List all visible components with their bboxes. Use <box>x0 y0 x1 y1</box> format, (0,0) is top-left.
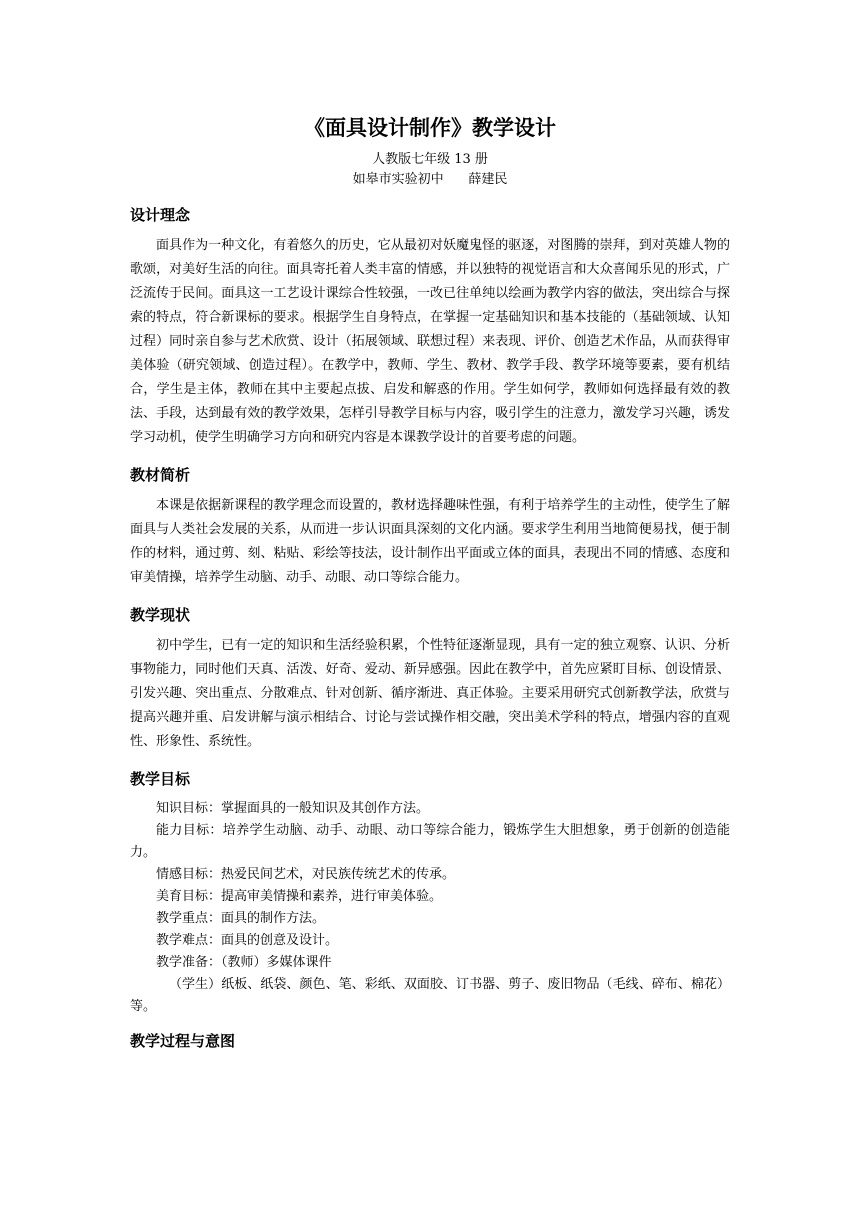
section-heading: 教学过程与意图 <box>130 1032 236 1050</box>
section-design-concept <box>130 204 730 450</box>
paragraph: 面具作为一种文化，有着悠久的历史，它从最初对妖魔鬼怪的驱逐，对图腾的崇拜，到对英雄人物的歌颂，对美好生活的向往。面具寄托着人类丰富的情感，并以独特的视觉语言和大众喜闻乐见的形式，广泛流传于民间。面具这一工艺设计课综合性较强，一改已往单纯以绘画为教学内容的做法，突出综合与探索的特点，符合新课标的要求。根据学生自身特点，在掌握一定基础知识和基本技能的（基础领域、认知过程）同时亲自参与艺术欣赏、设计（拓展领域、联想过程）来表现、评价、创造艺术作品，从而获得审美体验（研究领域、创造过程）。在教学中，教师、学生、教材、教学手段、教学环境等要素，要有机结合，学生是主体，教师在其中主要起点拔、启发和解惑的作用。学生如何学，教师如何选择最有效的教法、手段，达到最有效的教学效果，怎样引导教学目标与内容，吸引学生的注意力，激发学习兴趣，诱发学习动机，使学生明确学习方向和研究内容是本课教学设计的首要考虑的问题。 <box>130 238 730 445</box>
student-materials: （学生）纸板、纸袋、颜色、笔、彩纸、双面胶、订书器、剪子、废旧物品（毛线、碎布、棉花）等。 <box>130 977 730 1014</box>
paragraph: 初中学生，已有一定的知识和生活经验积累，个性特征逐渐显现，具有一定的独立观察、认识、分析事物能力，同时他们天真、活泼、好奇、爱动、新异感强。因此在教学中，首先应紧盯目标、创设情景、引发兴趣、突出重点、分散难点、针对创新、循序渐进、真正体验。主要采用研究式创新教学法，欣赏与提高兴趣并重、启发讲解与演示相结合、讨论与尝试操作相交融，突出美术学科的特点，增强内容的直观性、形象性、系统性。 <box>130 638 730 749</box>
author-line: 如皋市实验初中 薛建民 <box>352 172 508 187</box>
goal-emotion: 情感目标：热爱民间艺术，对民族传统艺术的传承。 <box>156 867 456 882</box>
teaching-preparation: 教学准备：（教师）多媒体课件 <box>156 955 332 970</box>
document-content <box>130 112 730 1060</box>
edition-line: 人教版七年级 13 册 <box>372 152 488 167</box>
paragraph: 本课是依据新课程的教学理念而设置的，教材选择趣味性强，有利于培养学生的主动性，使学生了解面具与人类社会发展的关系，从而进一步认识面具深刻的文化内涵。要求学生利用当地简便易找，便于制作的材料，通过剪、刻、粘贴、彩绘等技法，设计制作出平面或立体的面具，表现出不同的情感、态度和审美情操，培养学生动脑、动手、动眼、动口等综合能力。 <box>130 498 730 585</box>
document-title: 《面具设计制作》教学设计 <box>304 116 556 140</box>
section-teaching-process <box>130 1030 730 1052</box>
section-heading: 教材简析 <box>130 466 191 484</box>
section-teaching-goals <box>130 768 730 1018</box>
goal-ability: 能力目标：培养学生动脑、动手、动眼、动口等综合能力，锻炼学生大胆想象，勇于创新的创造能力。 <box>130 823 730 860</box>
section-heading: 设计理念 <box>130 206 191 224</box>
teaching-key-point: 教学重点：面具的制作方法。 <box>156 911 326 926</box>
section-textbook-analysis <box>130 464 730 590</box>
goal-knowledge: 知识目标：掌握面具的一般知识及其创作方法。 <box>156 801 430 816</box>
section-teaching-status <box>130 604 730 754</box>
section-heading: 教学目标 <box>130 770 191 788</box>
section-heading: 教学现状 <box>130 606 191 624</box>
goal-aesthetic: 美育目标：提高审美情操和素养，进行审美体验。 <box>156 889 443 904</box>
teaching-difficulty: 教学难点：面具的创意及设计。 <box>156 933 339 948</box>
